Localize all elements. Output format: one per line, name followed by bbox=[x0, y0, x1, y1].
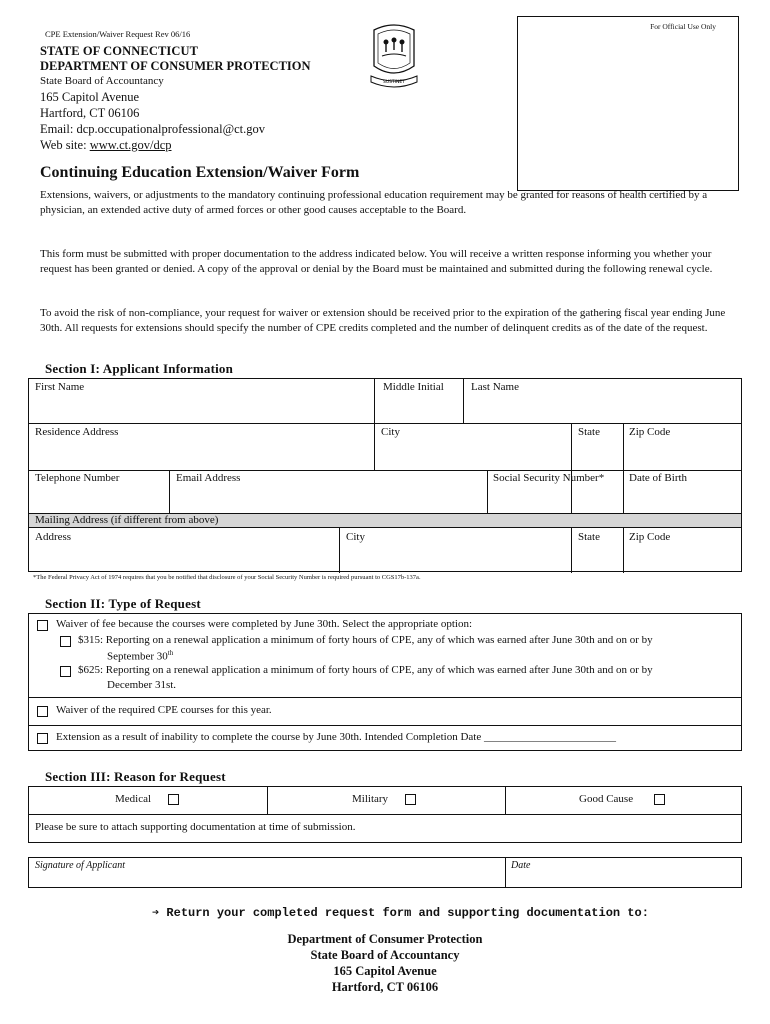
mailing-address-header: Mailing Address (if different from above) bbox=[35, 514, 219, 526]
email-address-field[interactable]: Email Address bbox=[176, 472, 241, 484]
section-1-title: Section I: Applicant Information bbox=[45, 361, 234, 376]
medical-checkbox[interactable] bbox=[168, 794, 179, 805]
date-of-birth-field[interactable]: Date of Birth bbox=[629, 472, 688, 484]
medical-label: Medical bbox=[115, 793, 152, 805]
state-heading: STATE OF CONNECTICUT bbox=[40, 44, 199, 58]
mailing-address-field[interactable]: Address bbox=[35, 531, 72, 543]
city-field[interactable]: City bbox=[381, 426, 400, 438]
option-315-label: $315: Reporting on a renewal application a minimum of forty hours of CPE, any of which was earned after June 30th and on or by bbox=[78, 634, 653, 646]
return-city: Hartford, CT 06106 bbox=[331, 980, 439, 994]
ssn-field[interactable]: Social Security Number* bbox=[493, 472, 605, 484]
waiver-cpe-label: Waiver of the required CPE courses for this year. bbox=[56, 704, 272, 716]
revision-label: CPE Extension/Waiver Request Rev 06/16 bbox=[45, 29, 191, 39]
zip-code-field[interactable]: Zip Code bbox=[629, 426, 671, 438]
return-department: Department of Consumer Protection bbox=[287, 932, 483, 946]
board-name: State Board of Accountancy bbox=[40, 75, 164, 87]
signature-field[interactable]: Signature of Applicant bbox=[35, 860, 125, 871]
option-315-checkbox[interactable] bbox=[60, 636, 71, 647]
website-link[interactable]: www.ct.gov/dcp bbox=[89, 138, 172, 152]
reason-table bbox=[28, 786, 742, 843]
option-315-date: September 30th bbox=[107, 649, 174, 663]
website-line bbox=[40, 137, 172, 153]
website-prefix: Web site: bbox=[40, 138, 90, 152]
applicant-info-table bbox=[28, 378, 742, 572]
mailing-city-field[interactable]: City bbox=[346, 531, 365, 543]
form-title: Continuing Education Extension/Waiver Form bbox=[40, 164, 360, 181]
email-line: Email: dcp.occupationalprofessional@ct.gov bbox=[40, 122, 265, 136]
return-instruction: ➔ Return your completed request form and supporting documentation to: bbox=[152, 906, 649, 920]
middle-initial-field[interactable]: Middle Initial bbox=[383, 381, 444, 393]
extension-checkbox[interactable] bbox=[37, 733, 48, 744]
intro-paragraph-1: Extensions, waivers, or adjustments to the mandatory continuing professional education requirement may be granted for reasons of health certified by a physician, an extended active duty of armed forces or other good causes acceptable to the Board. bbox=[40, 189, 708, 216]
option-625-date: December 31st. bbox=[107, 679, 177, 691]
mailing-state-field[interactable]: State bbox=[578, 531, 600, 543]
return-board: State Board of Accountancy bbox=[310, 948, 460, 962]
official-use-box bbox=[517, 16, 739, 191]
first-name-field[interactable]: First Name bbox=[35, 381, 85, 393]
return-street: 165 Capitol Avenue bbox=[333, 964, 437, 978]
telephone-field[interactable]: Telephone Number bbox=[35, 472, 120, 484]
attach-documentation-note: Please be sure to attach supporting documentation at time of submission. bbox=[35, 821, 356, 833]
good-cause-label: Good Cause bbox=[579, 793, 634, 805]
state-seal-icon bbox=[368, 22, 420, 92]
date-field[interactable]: Date bbox=[511, 860, 531, 871]
military-checkbox[interactable] bbox=[405, 794, 416, 805]
request-type-table bbox=[28, 613, 742, 751]
department-heading: DEPARTMENT OF CONSUMER PROTECTION bbox=[40, 59, 311, 73]
waiver-fee-checkbox[interactable] bbox=[37, 620, 48, 631]
extension-label: Extension as a result of inability to complete the course by June 30th. Intended Completion Date ________________________ bbox=[56, 731, 616, 743]
option-625-label: $625: Reporting on a renewal application a minimum of forty hours of CPE, any of which was earned after June 30th and on or by bbox=[78, 664, 653, 676]
street-address: 165 Capitol Avenue bbox=[40, 90, 140, 104]
section-3-title: Section III: Reason for Request bbox=[45, 769, 226, 784]
military-label: Military bbox=[352, 793, 389, 805]
signature-table bbox=[28, 857, 742, 888]
intro-paragraph-2: This form must be submitted with proper documentation to the address indicated below. You will receive a written response informing you whether your request has been granted or denied. A copy of the approval or denial by the Board must be maintained and submitted during the following renewal cycle. bbox=[40, 248, 713, 275]
city-address: Hartford, CT 06106 bbox=[40, 106, 140, 120]
privacy-footnote: *The Federal Privacy Act of 1974 requires that you be notified that disclosure of your Social Security Number is required pursuant to CGS17b-137a. bbox=[33, 574, 421, 581]
section-2-title: Section II: Type of Request bbox=[45, 596, 201, 611]
good-cause-checkbox[interactable] bbox=[654, 794, 665, 805]
last-name-field[interactable]: Last Name bbox=[471, 381, 519, 393]
waiver-fee-label: Waiver of fee because the courses were completed by June 30th. Select the appropriate option: bbox=[56, 618, 473, 630]
state-field[interactable]: State bbox=[578, 426, 600, 438]
option-625-checkbox[interactable] bbox=[60, 666, 71, 677]
waiver-cpe-checkbox[interactable] bbox=[37, 706, 48, 717]
svg-text:SUSTINET: SUSTINET bbox=[382, 80, 406, 85]
residence-address-field[interactable]: Residence Address bbox=[35, 426, 119, 438]
mailing-zip-field[interactable]: Zip Code bbox=[629, 531, 671, 543]
official-use-label: For Official Use Only bbox=[650, 22, 716, 31]
intro-paragraph-3: To avoid the risk of non-compliance, your request for waiver or extension should be received prior to the expiration of the gathering fiscal year ending June 30th. All requests for extensions should specify the number of CPE credits completed and the number of delinquent credits as of the date of the request. bbox=[40, 307, 726, 334]
